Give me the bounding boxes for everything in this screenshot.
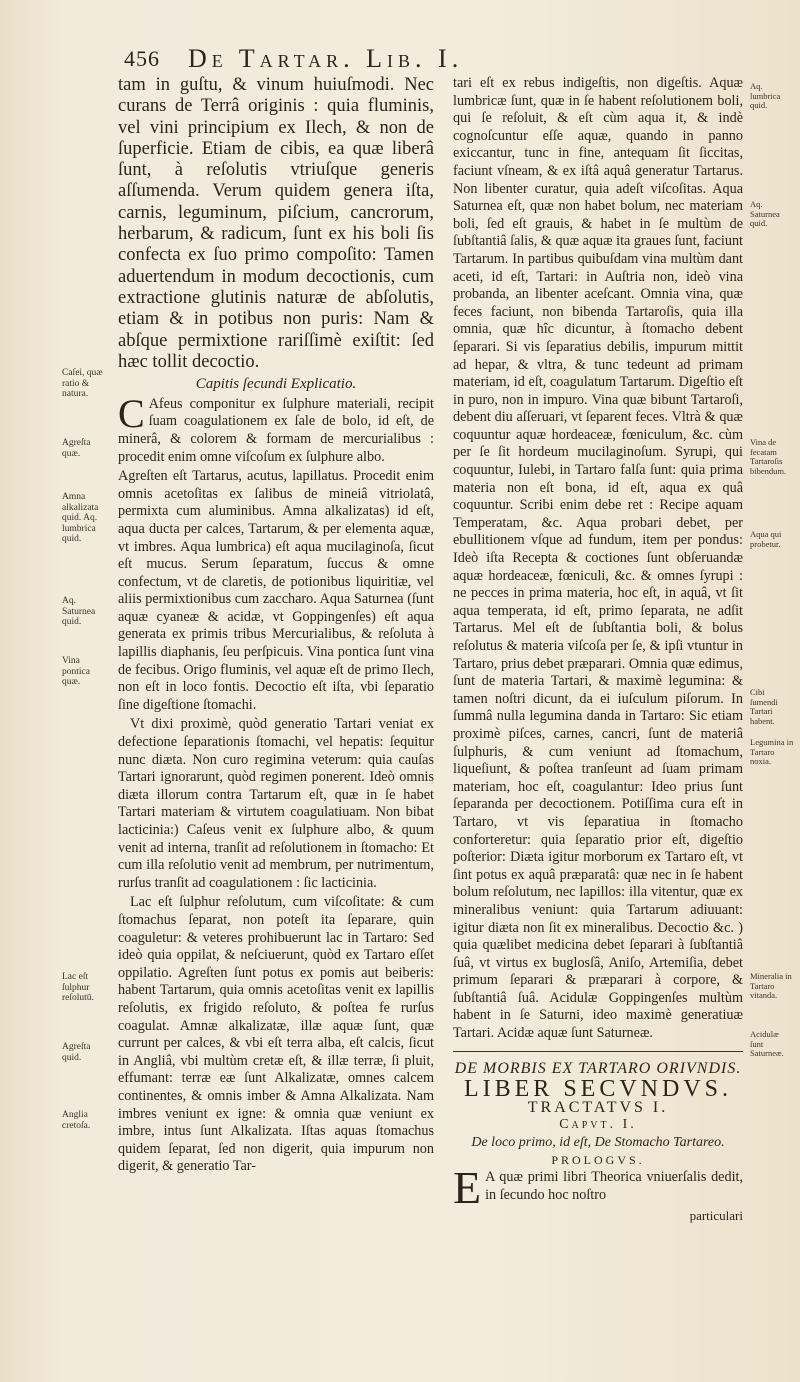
right-column xyxy=(453,75,743,1225)
de-loco-heading: De loco primo, id eſt, De Stomacho Tartareo. xyxy=(471,1135,725,1151)
left-paragraph-4: Vt dixi proximè, quòd generatio Tartari veniat ex defectione ſeparationis ſtomachi, vel hepatis: ſequitur nunc diæta. Non curo regimina veterum: quia cauſas Tartari ignorarunt, quòd regimen ponerent. Ideò omnis diæta illorum contra Tartarum eſt, quæ in ſe habet Tartari materiam & virtutem coagulatiuam. Non bibat lacticinia:) Caſeus venit ex ſulphure albo, & quum venit ad interna, tranſit ad reſolutionem in ſtomacho: Et cum illa reſolutio venit ad membrum, per nutrimentum, rurſus tranſit ad coagulationem : ſic lacticinia. xyxy=(118,716,434,891)
left-paragraph-5: Lac eſt ſulphur reſolutum, cum viſcoſitate: & cum ſtomachus ſeparat, non poteſt ita ſeparare, quin coaguletur: & veteres prohibuerunt lac in Tartaro: Sed ideò quia oppilat, & neſciuerunt, quòd ex Tartaro eſſet oppilatio. Agreſten ſunt potus ex pomis aut beiberis: habent Tartarum, quia omnis acetoſitas venit ex lapillis reſolutis, ex frigido reſoluto, & poſtea fe rurſus coagulat. Amnæ alkalizatæ, illæ aquæ ſunt, quæ currunt per calces, & vbi eſt terra alba, eſt calcis, ſicut in Angliâ, vbi multùm cretæ eſt, & illæ terræ, ſi pluit, effumant: terræ eæ ſunt Alkalizatæ, omnes calcem continentes, & omnis imber & Amna Alkalizata. Nam imbres veniunt ex igne: & omnia quæ veniunt ex imbre, intus ſunt Alkalizata. Iſtas aquas ſtomachus quidem ſeparat, ſed non digerit, quia impurum non digerit, & generatio Tar- xyxy=(118,894,434,1175)
left-column xyxy=(118,75,434,1178)
margin-note-right-3: Vina de fecatam Tartaroſis bibendum. xyxy=(750,437,787,476)
left-paragraph-1: tam in guſtu, & vinum huiuſmodi. Nec curans de Terrâ originis : quia fluminis, vel vini principium ex Ilech, & non de ſuperficie. Etiam de cibis, ea quæ liberâ ſunt, à reſolutis vtriuſque generis aſſumenda. Verum quidem genera iſta, carnis, leguminum, piſcium, cancrorum, herbarum, & radicum, ſunt ex his boli ſis confecta ex ſuo primo compoſito: Tamen aduertendum in modum decoctionis, cum extractione glutinis naturæ de abſolutis, etiam & in potibus non puris: Nam & abſque permixtione rariſſimè exiſtit: ſed hæc tollit decoctio. xyxy=(118,75,434,372)
margin-note-left-3: Amna alkalizata quid. Aq. lumbrica quid. xyxy=(62,492,99,544)
intro-paragraph-text: A quæ primi libri Theorica vniuerſalis dedit, in ſecundo hoc noſtro xyxy=(485,1169,743,1203)
margin-note-right-4: Aqua qui probetur. xyxy=(750,529,782,549)
margin-note-right-6: Legumina in Tartaro noxia. xyxy=(750,737,794,766)
margin-note-left-5: Vina pontica quæ. xyxy=(62,656,90,687)
drop-cap-c: C xyxy=(118,390,145,436)
explicatio-subheading: Capitis ſecundi Explicatio. xyxy=(195,376,357,393)
margin-note-left-7: Agreſta quid. xyxy=(62,1042,91,1063)
running-title: De Tartar. Lib. I. xyxy=(188,44,464,73)
left-paragraph-2 xyxy=(118,390,434,466)
margin-note-right-2: Aq. Saturnea quid. xyxy=(750,199,780,228)
margin-note-left-2: Agreſta quæ. xyxy=(62,438,91,459)
left-paragraph-3: Agreſten eſt Tartarus, acutus, lapillatus. Procedit enim omnis acetoſitas ex ſalibus de mineiâ vitriolatâ, permixta cum aluminibus. Amna alkalizatas) id eſt, aqua ducta per calces, Tartarum, & per elementa aquæ, vt imbres. Aqua lumbrica) eſt aqua mucilaginoſa, ſicut eſt mucus. Serum ſeparatum, ſuccus & omne confectum, vt de claretis, de potionibus liquiritiæ, vel aliis permixtionibus cum zaccharo. Aqua Saturnea (ſunt aquæ cyaneæ & acidæ, vt Goppingenſes) eſt aqua generata ex primis tribus Mercurialibus, & reſoluta à lapillis diaphanis, ſeu perſpicuis. Vina pontica ſunt vina de fecibus. Origo fluminis, vel aquæ eſt de primo Ilech, non eſt in loco fontis. Decoctio eſt iſta, vbi ſeparatio ſine digeſtione ſtomachi. xyxy=(118,468,434,713)
margin-note-right-5: Cibi ſumendi Tartari habent. xyxy=(750,687,778,726)
catchword: particulari xyxy=(689,1208,743,1224)
right-paragraph-1: tari eſt ex rebus indigeſtis, non digeſtis. Aquæ lumbricæ ſunt, quæ in ſe habent reſolutionem boli, qui ſe reſoluit, & eſt cùm aqua it, & indè cognoſcuntur eſſe aquæ, quando in panno exiccantur, tunc in fine, antequam ſit ſiccitas, faciunt vſneam, & ex iſtâ aquâ generatur Tartarus. Non libenter curatur, quia adeſt viſcoſitas. Aqua Saturnea eſt, quæ non habet bolum, nec materiam boli, ſed eſt grauis, & habet in ſe multùm de ſubſtantiâ ſalis, & quæ aquæ ita graues ſunt, faciunt Tartarum. In partibus quibuſdam vina multùm dant aceti, id eſt, Tartari: in Auſtria non, ideò vina probanda, an libenter aceſcant. Omnia vina, quæ feces faciunt, non bibenda Tartaroſis, quia illa omnia, quæ hîc dicuntur, à ſtomacho debent ſeparari. Si vis ſeparatius debilis, impurum mittit ad hepar, & vltra, & tunc tedeunt ad primam materiam, id eſt, coagulatum Tartarum. Digeſtio eſt in puro, non in impuro. Vina quæ bibunt Tartaroſi, debent diu aſſeruari, vt ſeparent feces. Vltrà & quæ coquuntur aquæ hordeaceæ, fœniculum, &c. cùm per ſe ſit hordeum mucilaginoſum. Syrupi, qui coquuntur, Iulebi, in Tartaro falſa ſunt: quia prima materia non eſt bona, id eſt, aqua ex quâ coquuntur. Scribi enim debe ret : Recipe aquam Temperatam, &c. Aqua probari debet, per ebullitionem vſque ad fundum, item per pondus: Ideò iſta Recepta & coctiones ſunt obſeruandæ aquæ hordeaceæ, fœniculi, &c. & omnes ſyrupi : ne pecces in prima materia, hoc eſt, in aquâ, vt ſit aqua temperata, id eſt, primo ſeparata, ne adſit Tartarus. Mel eſt de ſubſtantia boli, & bolus reſolutus & materia viſcoſa per ſe, & ipſi vtuntur in Tartaro, prius debet præparari. Omnia quæ edimus, ſunt de materia Tartari, & maximè legumina: & tamen noſtri dicunt, da ei iuſculum piſorum. In ſummâ nulla legumina danda in Tartaro: Sic etiam proximè piſces, carnes, cancri, ſunt de materiâ ſulphuris, & cum veniunt ad ſtomachum, liqueſiunt, & poſtea tranſeunt ad ſuam primam materiam, hoc eſt, coagulantur: Ideo prius ſunt ſeparanda per decoctionem. Potiſſima cura eſt in Tartaro, vt vis ſeparatiua in ſtomacho conforteretur: quia ſeparatio prior eſt, digeſtio poſterior: Diæta igitur morborum ex Tartaro eſt, vt ſint potus ex aquâ præparatâ: quæ nec in ſe habent bolum reſolutum, nec lapillos: illa vitentur, quæ ex mineralibus veniunt: quia Tartarum adiuuant: igitur diæta non ſit ex mineralibus. Decoctio &c. ) quia quælibet medicina debet ſeparari à ſubſtantiâ ſuâ, vt virtus ex buglosſâ, Aniſo, Artemiſia, debet primum ſeparari & præparari à corpore, & ſubſtantiâ ſuâ. Acidulæ Goppingenſes multùm habent in ſe Saturni, ideo maximè generatiuæ Tartari. Acidæ aquæ ſunt Saturneæ. xyxy=(453,75,743,1042)
section-title: DE MORBIS EX TARTARO ORIVNDIS. xyxy=(454,1059,742,1077)
prologus-heading: PROLOGVS. xyxy=(551,1152,645,1167)
page-number: 456 xyxy=(124,46,160,71)
margin-note-left-4: Aq. Saturnea quid. xyxy=(62,596,96,627)
margin-note-right-8: Acidulæ ſunt Saturneæ. xyxy=(750,1029,784,1058)
left-paragraph-2-text: Afeus componitur ex ſulphure materiali, recipit ſuam coagulationem ex ſale de bolo, id eſt, de minerâ, & colorem & formam de mercurialibus : procedit enim omne viſcoſum ex ſulphure albo. xyxy=(118,395,434,465)
page-header xyxy=(118,44,758,74)
margin-note-left-8: Anglia cretoſa. xyxy=(62,1110,91,1131)
margin-note-left-6: Lac eſt ſulphur reſolutū. xyxy=(62,972,94,1003)
intro-paragraph xyxy=(453,1162,743,1214)
section-rule xyxy=(453,1051,743,1052)
margin-note-right-1: Aq. lumbrica quid. xyxy=(750,81,781,110)
drop-cap-e: E xyxy=(453,1162,482,1214)
caput-heading: Capvt. I. xyxy=(559,1117,637,1133)
tractatus-heading: TRACTATVS I. xyxy=(527,1098,669,1116)
margin-note-right-7: Mineralia in Tartaro vitanda. xyxy=(750,971,792,1000)
margin-note-left-1: Caſei, quæ ratio & natura. xyxy=(62,368,103,399)
liber-heading: LIBER SECVNDVS. xyxy=(463,1076,733,1103)
